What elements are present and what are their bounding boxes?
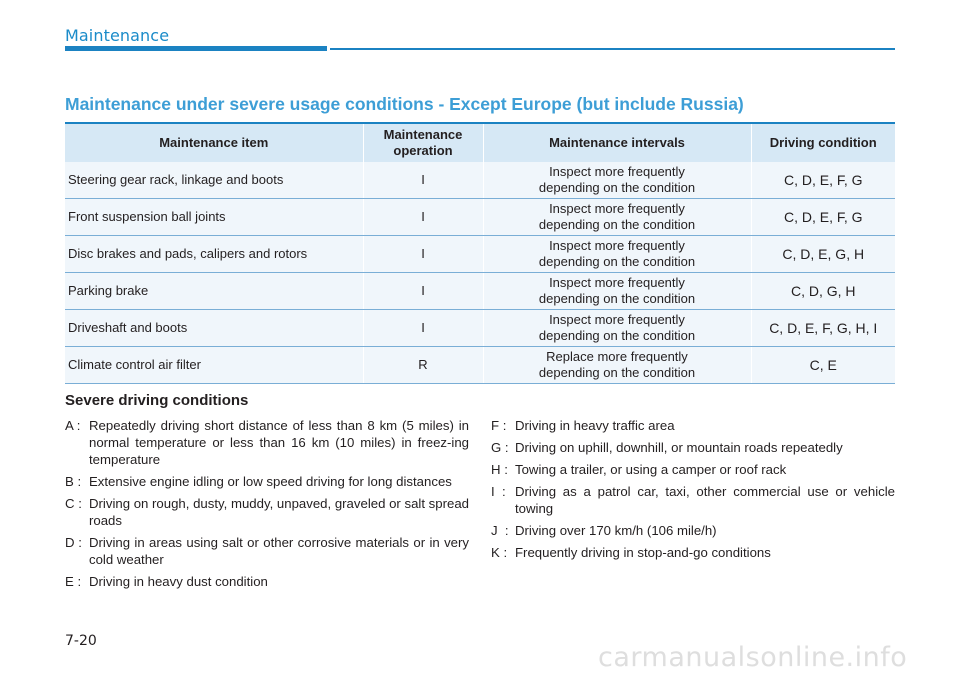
condition-letter: F : bbox=[491, 418, 507, 433]
cell-interval bbox=[483, 236, 751, 273]
condition-text: Frequently driving in stop-and-go conditions bbox=[515, 545, 771, 560]
cell-interval bbox=[483, 273, 751, 310]
condition-text: Driving over 170 km/h (106 mile/h) bbox=[515, 523, 717, 538]
list-item bbox=[491, 417, 895, 434]
list-item bbox=[491, 461, 895, 478]
table-row bbox=[65, 199, 895, 236]
cell-operation: I bbox=[363, 199, 483, 236]
interval-line-2: depending on the condition bbox=[538, 365, 696, 380]
table-row bbox=[65, 236, 895, 273]
condition-letter: B : bbox=[65, 474, 82, 489]
cell-operation: R bbox=[363, 347, 483, 384]
interval-line-2: depending on the condition bbox=[538, 217, 696, 232]
cell-item: Disc brakes and pads, calipers and rotors bbox=[65, 236, 363, 273]
interval-line-2: depending on the condition bbox=[538, 254, 696, 269]
table-row bbox=[65, 347, 895, 384]
col-header-item: Maintenance item bbox=[65, 123, 363, 162]
cell-interval bbox=[483, 199, 751, 236]
header-bar bbox=[65, 46, 327, 51]
interval-line-1: Inspect more frequently bbox=[549, 238, 685, 253]
condition-text: Driving in heavy dust condition bbox=[89, 574, 268, 589]
col-header-operation: Maintenance operation bbox=[363, 123, 483, 162]
cell-interval bbox=[483, 310, 751, 347]
condition-letter: A : bbox=[65, 418, 81, 433]
cell-item: Steering gear rack, linkage and boots bbox=[65, 162, 363, 199]
interval-line-2: depending on the condition bbox=[538, 291, 696, 306]
condition-text: Repeatedly driving short distance of less than 8 km (5 miles) in normal temperature or less than 16 km (10 miles) in freez-ing temperature bbox=[89, 418, 469, 467]
watermark: carmanualsonline.info bbox=[598, 642, 908, 673]
condition-text: Towing a trailer, or using a camper or roof rack bbox=[515, 462, 787, 477]
cell-interval bbox=[483, 347, 751, 384]
interval-line-1: Inspect more frequently bbox=[549, 312, 685, 327]
list-item bbox=[65, 473, 469, 490]
list-item bbox=[65, 534, 469, 568]
interval-line-1: Inspect more frequently bbox=[549, 164, 685, 179]
list-item bbox=[491, 544, 895, 561]
table-row bbox=[65, 273, 895, 310]
header-rule bbox=[330, 48, 895, 50]
condition-letter: J : bbox=[491, 523, 509, 538]
cell-condition: C, E bbox=[751, 347, 895, 384]
condition-text: Driving as a patrol car, taxi, other commercial use or vehicle towing bbox=[515, 484, 895, 516]
condition-letter: C : bbox=[65, 496, 82, 511]
cell-item: Front suspension ball joints bbox=[65, 199, 363, 236]
cell-condition: C, D, G, H bbox=[751, 273, 895, 310]
condition-letter: K : bbox=[491, 545, 508, 560]
condition-text: Driving on uphill, downhill, or mountain roads repeatedly bbox=[515, 440, 843, 455]
cell-operation: I bbox=[363, 162, 483, 199]
cell-item: Driveshaft and boots bbox=[65, 310, 363, 347]
page-number: 7-20 bbox=[65, 633, 97, 649]
conditions-list-right bbox=[491, 417, 895, 566]
cell-condition: C, D, E, G, H bbox=[751, 236, 895, 273]
section-header: Maintenance bbox=[65, 26, 170, 45]
interval-line-2: depending on the condition bbox=[538, 328, 696, 343]
cell-item: Parking brake bbox=[65, 273, 363, 310]
maintenance-table bbox=[65, 122, 895, 384]
cell-item: Climate control air filter bbox=[65, 347, 363, 384]
condition-letter: G : bbox=[491, 440, 509, 455]
list-item bbox=[65, 495, 469, 529]
list-item bbox=[65, 417, 469, 468]
list-item bbox=[65, 573, 469, 590]
condition-letter: D : bbox=[65, 535, 82, 550]
interval-line-1: Inspect more frequently bbox=[549, 275, 685, 290]
cell-operation: I bbox=[363, 236, 483, 273]
conditions-list-left bbox=[65, 417, 469, 595]
cell-condition: C, D, E, F, G bbox=[751, 162, 895, 199]
cell-condition: C, D, E, F, G bbox=[751, 199, 895, 236]
condition-text: Extensive engine idling or low speed driving for long distances bbox=[89, 474, 452, 489]
interval-line-1: Replace more frequently bbox=[546, 349, 688, 364]
severe-conditions-title: Severe driving conditions bbox=[65, 392, 249, 409]
condition-letter: I : bbox=[491, 484, 506, 499]
table-row bbox=[65, 310, 895, 347]
list-item bbox=[491, 522, 895, 539]
condition-letter: E : bbox=[65, 574, 82, 589]
cell-operation: I bbox=[363, 273, 483, 310]
table-header-row bbox=[65, 123, 895, 162]
condition-text: Driving in heavy traffic area bbox=[515, 418, 675, 433]
list-item bbox=[491, 483, 895, 517]
condition-text: Driving in areas using salt or other corrosive materials or in very cold weather bbox=[89, 535, 469, 567]
cell-condition: C, D, E, F, G, H, I bbox=[751, 310, 895, 347]
interval-line-2: depending on the condition bbox=[538, 180, 696, 195]
table-row bbox=[65, 162, 895, 199]
cell-interval bbox=[483, 162, 751, 199]
interval-line-1: Inspect more frequently bbox=[549, 201, 685, 216]
page-title: Maintenance under severe usage conditions - Except Europe (but include Russia) bbox=[65, 94, 744, 114]
list-item bbox=[491, 439, 895, 456]
condition-letter: H : bbox=[491, 462, 508, 477]
cell-operation: I bbox=[363, 310, 483, 347]
condition-text: Driving on rough, dusty, muddy, unpaved, graveled or salt spread roads bbox=[89, 496, 469, 528]
col-header-condition: Driving condition bbox=[751, 123, 895, 162]
col-header-intervals: Maintenance intervals bbox=[483, 123, 751, 162]
